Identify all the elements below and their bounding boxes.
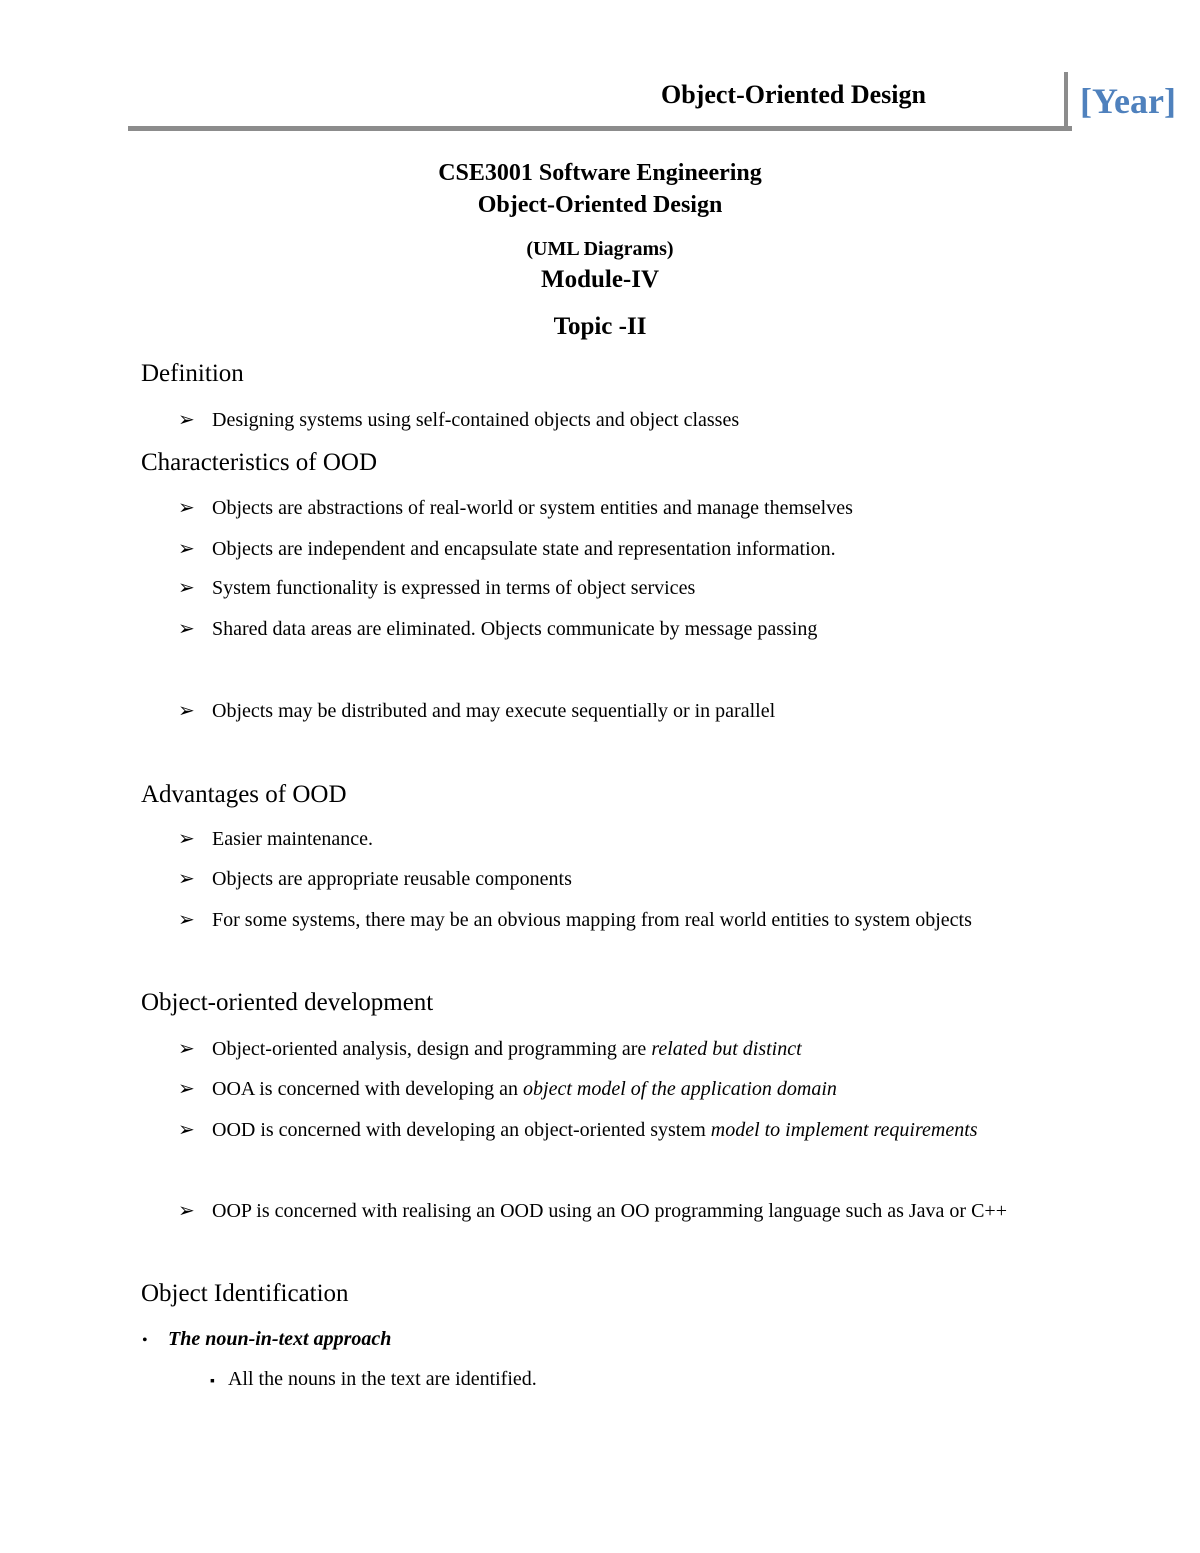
topic-title: Topic -II — [553, 313, 647, 340]
subtitle: (UML Diagrams) — [526, 238, 674, 260]
characteristics-item: ➢ System functionality is expressed in terms of object services — [178, 568, 1058, 609]
approach-item: • The noun-in-text approach — [142, 1328, 392, 1350]
advantages-item: ➢ For some systems, there may be an obvious mapping from real world entities to system objects — [178, 900, 1058, 941]
arrow-bullet-icon: ➢ — [178, 909, 195, 931]
header-year: [Year] — [1080, 81, 1176, 121]
arrow-bullet-icon: ➢ — [178, 700, 195, 722]
arrow-bullet-icon: ➢ — [178, 497, 195, 519]
arrow-bullet-icon: ➢ — [178, 538, 195, 560]
arrow-bullet-icon: ➢ — [178, 618, 195, 640]
header-separator — [1064, 72, 1068, 128]
characteristics-item: ➢ Objects may be distributed and may execute sequentially or in parallel — [178, 691, 1058, 732]
arrow-bullet-icon: ➢ — [178, 409, 195, 431]
advantages-heading: Advantages of OOD — [141, 781, 347, 808]
page-header — [128, 72, 1176, 134]
advantages-item: ➢ Easier maintenance. — [178, 819, 1058, 860]
development-item: ➢ OOD is concerned with developing an object-oriented system model to implement requirements — [178, 1110, 1058, 1151]
development-item: ➢ OOA is concerned with developing an object model of the application domain — [178, 1069, 1058, 1110]
approach-sub-item: ▪ All the nouns in the text are identified. — [210, 1368, 537, 1390]
development-item: ➢ Object-oriented analysis, design and programming are related but distinct — [178, 1029, 1058, 1070]
development-heading: Object-oriented development — [141, 989, 434, 1016]
identification-heading: Object Identification — [141, 1280, 349, 1307]
course-title: CSE3001 Software Engineering — [438, 160, 762, 186]
development-item: ➢ OOP is concerned with realising an OOD using an OO programming language such as Java or C++ — [178, 1191, 1058, 1232]
arrow-bullet-icon: ➢ — [178, 577, 195, 599]
advantages-item: ➢ Objects are appropriate reusable components — [178, 859, 1058, 900]
header-doc-title: Object-Oriented Design — [660, 80, 926, 109]
characteristics-item: ➢ Objects are independent and encapsulate state and representation information. — [178, 529, 1058, 570]
definition-heading: Definition — [141, 360, 244, 387]
definition-item: ➢ Designing systems using self-contained objects and object classes — [178, 400, 1058, 441]
arrow-bullet-icon: ➢ — [178, 1119, 195, 1141]
characteristics-heading: Characteristics of OOD — [141, 449, 378, 476]
arrow-bullet-icon: ➢ — [178, 828, 195, 850]
bullet-dot-icon: • — [142, 1332, 148, 1349]
arrow-bullet-icon: ➢ — [178, 1200, 195, 1222]
module-title: Module-IV — [540, 266, 660, 293]
subject-title: Object-Oriented Design — [477, 192, 723, 218]
arrow-bullet-icon: ➢ — [178, 1078, 195, 1100]
characteristics-item: ➢ Shared data areas are eliminated. Objects communicate by message passing — [178, 609, 1058, 650]
bullet-dot-icon: ▪ — [210, 1374, 215, 1389]
header-rule — [128, 126, 1072, 131]
arrow-bullet-icon: ➢ — [178, 868, 195, 890]
characteristics-item: ➢ Objects are abstractions of real-world or system entities and manage themselves — [178, 488, 1058, 529]
arrow-bullet-icon: ➢ — [178, 1038, 195, 1060]
